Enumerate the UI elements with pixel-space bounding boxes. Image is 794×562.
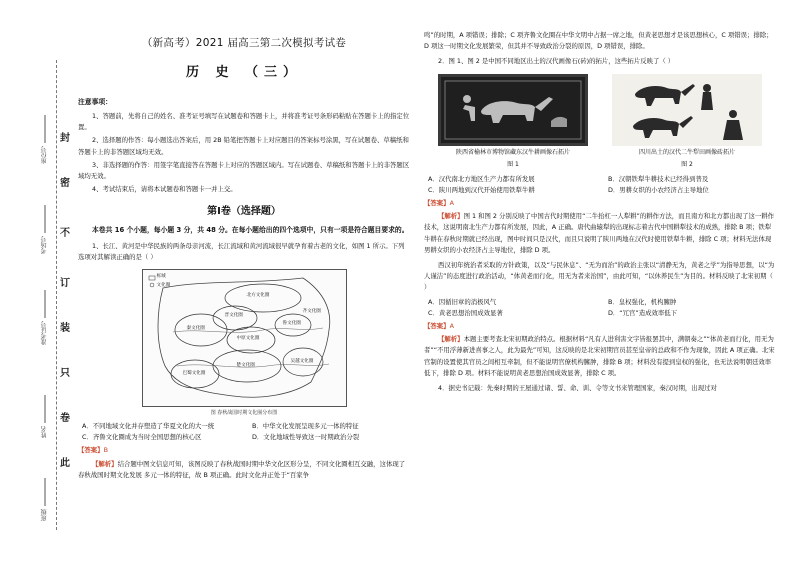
map-region-label: 吴越文化圈 xyxy=(290,359,314,365)
option-a[interactable]: A．汉代南北方地区生产力都有所发展 xyxy=(428,174,535,183)
answer-tag: 【答案】 xyxy=(78,446,104,455)
map-caption: 图 春秋战国时期文化圈分布图 xyxy=(210,410,278,417)
binding-char: 密 xyxy=(60,178,70,189)
subject-title: 历 史 （三） xyxy=(185,65,303,81)
answer-tag: 【答案】 xyxy=(424,199,450,208)
binding-strip xyxy=(0,0,70,562)
figure-2-caption: 四川出土的汉代二牛犁田画像砖拓片 xyxy=(638,148,735,156)
analysis-tag: 【解析】 xyxy=(438,335,464,344)
analysis-text: 图 1 和图 2 分别反映了中国古代时期使用“二牛抬杠一人犁耕”的耕作方法，而且南方和北方都出现了这一耕作技术，这说明南北生产力都有所发展，因此，A 正确。唐代曲辕犁的出现标志着古代中国耕犁技术的成熟，排除 B 项；铁犁牛耕在春秋时期就已经出现，图中时间只是汉代，而且只说明了陕川两地在汉代时使用铁犁牛耕，排除 C 项；材料无法体现男耕女织的小农经济占主导地位，排除 D 项。 xyxy=(424,212,775,254)
map-region-label: 巴蜀文化圈 xyxy=(182,371,206,377)
question-1-answer xyxy=(78,445,410,456)
map-region-label: 晋文化圈 xyxy=(224,313,243,319)
binding-char: 只 xyxy=(60,368,70,379)
answer-value: B xyxy=(103,446,108,455)
seat-number-field[interactable]: 座位号 xyxy=(40,115,51,164)
map-legend-culture: 文化圈 xyxy=(156,283,171,289)
binding-char: 卷 xyxy=(60,413,70,424)
analysis-tag: 【解析】 xyxy=(438,212,464,221)
ox-plough-rubbing-image xyxy=(438,74,588,146)
ox-plough-rubbing-drawing xyxy=(441,77,585,143)
binding-cut-line xyxy=(56,60,57,530)
option-d[interactable]: D．“冗官”造成效率低下 xyxy=(608,308,678,317)
figure-2-number: 图 2 xyxy=(681,161,693,169)
option-c[interactable]: C．黄老思想治国成效显著 xyxy=(428,308,503,317)
figure-1 xyxy=(438,74,588,171)
exam-title: （新高考）2021 届高三第二次模拟考试卷 xyxy=(141,37,347,49)
figure-1-number: 图 1 xyxy=(507,161,519,169)
question-2-stem: 2．图 1、图 2 是中国不同地区出土的汉代画像石(砖)的拓片，这些拓片反映了（ ） xyxy=(438,57,675,66)
map-region-label: 楚文化圈 xyxy=(236,363,255,369)
option-b[interactable]: B．汉朝铁犁牛耕技术已经得到普及 xyxy=(608,174,709,183)
note-item: 4、考试结束后，请将本试题卷和答题卡一并上交。 xyxy=(92,185,237,194)
answer-value: A xyxy=(449,322,454,331)
map-region-label: 齐文化圈 xyxy=(302,309,321,315)
option-d[interactable]: D．男耕女织的小农经济占主导地位 xyxy=(608,185,709,194)
question-3-stem: 西汉初年统治者采取的方针政策，以及“与民休息”、“无为而治”的政治主张以“清静无为，黄老之学”为指导思想，以“为人谨洁”的态度进行政治活动，“体黄老而行化，用无为者来治国”，由此可知，“以休养民生”为目的。材料反映了北宋初期（ ） xyxy=(424,261,775,292)
culture-map-figure xyxy=(142,269,347,407)
binding-char: 装 xyxy=(60,323,70,334)
name-field[interactable]: 姓名 xyxy=(40,395,51,438)
binding-char: 封 xyxy=(60,133,70,144)
question-1-stem: 1、长江、黄河是中华民族的两条母亲河流，长江流域和黄河流域很早就孕育着古老的文化，如图 1 所示。下列选项对其解读正确的是（ ） xyxy=(78,241,405,262)
right-column xyxy=(424,0,776,562)
figure-1-caption: 陕西省榆林市博物馆藏东汉牛耕画像石拓片 xyxy=(455,148,570,156)
option-c[interactable]: C．齐鲁文化圈成为当时全国思想的核心区 xyxy=(82,433,202,442)
question-2-answer xyxy=(424,198,776,209)
question-4-stem: 4．据史书记载：先秦时期的王屋通过诸、誓、命、训、令等文书来管理国家，秦汉时期，出现过对 xyxy=(438,384,717,393)
part-title: 第Ⅰ卷（选择题） xyxy=(207,206,281,218)
question-3-options xyxy=(424,297,776,319)
part-intro: 本卷共 16 个小题，每小题 3 分，共 48 分。在每小题给出的四个选项中，只有一项是符合题目要求的。 xyxy=(92,225,409,234)
exam-room-field[interactable]: 考场号 xyxy=(40,205,51,254)
map-region-label: 秦文化圈 xyxy=(186,326,205,332)
option-c[interactable]: C．陕川两地到汉代开始使用铁犁牛耕 xyxy=(428,185,535,194)
binding-char: 订 xyxy=(60,278,70,289)
figure-2 xyxy=(612,74,762,171)
question-1-options xyxy=(78,421,410,443)
question-3-analysis xyxy=(424,334,776,379)
answer-tag: 【答案】 xyxy=(424,322,450,331)
binding-char: 不 xyxy=(60,228,70,239)
left-column xyxy=(78,0,410,562)
map-region-label: 鲁文化圈 xyxy=(282,321,301,327)
analysis-text: 本题主要考查北宋初期政治特点。根据材料“凡有人进利害文字皆报罢其中，满朝奏之”“体黄老而行化，用无为者”“不用浮薄新进喜事之人，此为最先”可知，这反映的是北宋初期官员甚至皇帝的总政和不作为现象，因此 A 项正确。北宋官制的设置使其官员之间相互牵制，但不能说明官僚机构臃肿，排除 B 项；材料没有提到皇权的强化，也无法说明朝廷效率低下，排除 D 项。材料不能说明黄老思想治国成效显著，排除 C 项。 xyxy=(424,335,775,377)
note-item: 3、非选择题的作答：用签字笔直接答在答题卡上对应的答题区域内。写在试题卷、草稿纸和答题卡上的非答题区域均无效。 xyxy=(78,160,410,181)
binding-char: 此 xyxy=(60,458,70,469)
candidate-number-field[interactable]: 准考证号 xyxy=(40,290,51,345)
notes-heading: 注意事项： xyxy=(78,98,112,107)
two-oxen-rubbing-drawing xyxy=(612,74,762,146)
option-d[interactable]: D．文化地域性导致这一时期政治分裂 xyxy=(252,433,360,442)
question-2-analysis xyxy=(424,211,776,256)
question-1-analysis xyxy=(78,459,410,481)
map-legend-city: 栎城 xyxy=(156,274,166,280)
option-b[interactable]: B．中华文化发展呈现多元一体的特征 xyxy=(252,421,359,430)
map-region-label: 中原文化圈 xyxy=(236,336,260,342)
option-a[interactable]: A．因循旧章的消极风气 xyxy=(428,297,497,306)
class-field[interactable]: 班级 xyxy=(40,478,51,521)
option-a[interactable]: A．不同地域文化并存塑造了华夏文化的大一统 xyxy=(82,421,215,430)
two-oxen-rubbing-image xyxy=(612,74,762,146)
analysis-tag: 【解析】 xyxy=(92,459,118,468)
note-item: 1、答题前，先将自己的姓名、准考证号填写在试题卷和答题卡上，并将准考证号条形码粘贴在答题卡上的指定位置。 xyxy=(78,112,410,132)
answer-value: A xyxy=(449,199,454,208)
rubbing-figures xyxy=(424,74,776,171)
map-region-label: 北方文化圈 xyxy=(246,293,270,299)
option-b[interactable]: B．皇权强化，机构臃肿 xyxy=(608,297,677,306)
note-item: 2、选择题的作答：每小题选出答案后，用 2B 铅笔把答题卡上对应题目的答案标号涂黑，写在试题卷、草稿纸和答题卡上的非答题区域均无效。 xyxy=(78,136,409,156)
question-3-answer xyxy=(424,321,776,332)
analysis-text: 结合题中图文信息可知，该图反映了春秋战国时期中华文化区形分呈，不同文化圈相互交融，这体现了春秋战国时期文化发展 多元一体的特征，故 B 项正确。此时文化并正处于“百家争 xyxy=(78,459,406,479)
question-2-options xyxy=(424,174,776,196)
q1-analysis-continued: 鸣”的时期，A 项错误；排除；C 项齐鲁文化圈在中华文明中占据一席之地，但黄老思想才是该思想核心，C 项错误；排除；D 项这一时期文化发展繁荣，但其并不导致政治分裂的原因，D 项错误，排除。 xyxy=(424,31,773,51)
